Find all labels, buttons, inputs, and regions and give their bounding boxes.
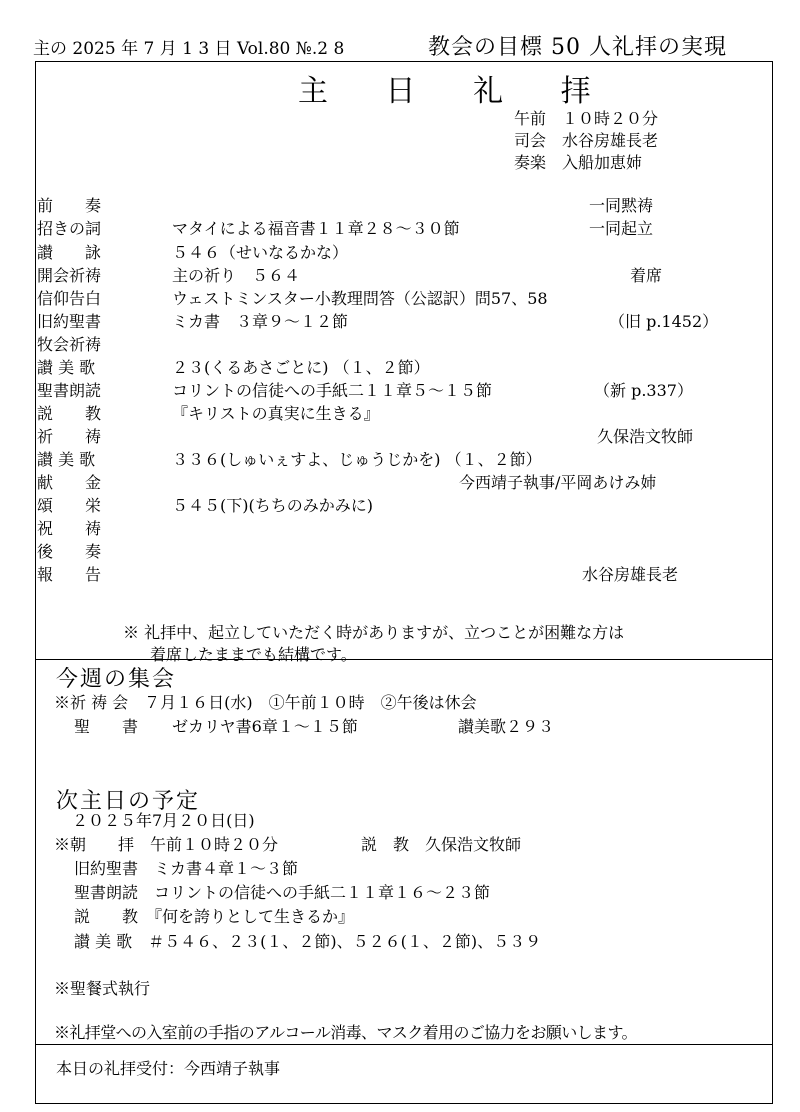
divider-week <box>35 659 773 660</box>
next-hymns: 讃 美 歌 ＃５４６、２３(１、２節)、５２６(１、２節)、５３９ <box>74 932 542 951</box>
week-heading: 今週の集会 <box>56 667 177 692</box>
next-sunday-heading: 次主日の予定 <box>56 789 201 814</box>
program-content: 主の祈り ５６４ <box>172 266 301 285</box>
program-label: 讃 美 歌 <box>37 450 96 469</box>
program-right: 今西靖子執事/平岡あけみ姉 <box>459 473 657 492</box>
standing-note-line1: ※ 礼拝中、起立していただく時がありますが、立つことが困難な方は <box>123 623 625 642</box>
next-preacher: 説 教 久保浩文牧師 <box>361 835 522 854</box>
program-content: マタイによる福音書１１章２８～３０節 <box>172 219 460 238</box>
program-right: 一同起立 <box>589 219 654 238</box>
program-label: 聖書朗読 <box>37 381 102 400</box>
communion-note: ※聖餐式執行 <box>54 979 151 998</box>
program-label: 頌 栄 <box>37 496 102 515</box>
program-content: 『キリストの真実に生きる』 <box>172 404 380 423</box>
next-sermon: 説 教 『何を誇りとして生きるか』 <box>74 907 355 926</box>
program-right: 一同黙祷 <box>589 196 654 215</box>
reception-staff: 本日の礼拝受付：今西靖子執事 <box>56 1059 281 1078</box>
program-label: 牧会祈祷 <box>37 335 102 354</box>
program-content: ウェストミンスター小教理問答（公認訳）問57、58 <box>172 289 548 308</box>
program-label: 祝 祷 <box>37 519 102 538</box>
prayer-meeting-scripture: ゼカリヤ書6章１～１５節 <box>172 717 358 736</box>
program-label: 説 教 <box>37 404 102 423</box>
bulletin-date-line: 主の 2025 年 7 月 1 3 日 Vol.80 №.2 8 <box>33 39 345 59</box>
program-label: 開会祈祷 <box>37 266 102 285</box>
program-content: ３３６(しゅいぇすよ、じゅうじかを) （１、２節） <box>172 450 542 469</box>
program-right: 水谷房雄長老 <box>582 565 679 584</box>
program-right: 着席 <box>630 266 663 285</box>
program-content: ミカ書 ３章９～１２節 <box>172 312 349 331</box>
program-content: ２３(くるあさごとに) （１、２節） <box>172 358 430 377</box>
program-label: 旧約聖書 <box>37 312 102 331</box>
next-reading: 聖書朗読 コリントの信徒への手紙二１１章１６～２３節 <box>74 883 491 902</box>
program-right: 久保浩文牧師 <box>597 427 694 446</box>
program-label: 前 奏 <box>37 196 102 215</box>
prayer-meeting-scripture-label: 聖 書 <box>74 717 139 736</box>
standing-note-line2: 着席したままでも結構です。 <box>150 645 357 664</box>
hygiene-notice: ※礼拝堂への入室前の手指のアルコール消毒、マスク着用のご協力をお願いします。 <box>54 1023 637 1042</box>
service-title: 主 日 礼 拝 <box>298 74 615 109</box>
program-content: コリントの信徒への手紙二１１章５～１５節 <box>172 381 493 400</box>
divider-footer <box>35 1044 773 1045</box>
prayer-meeting-line: ※祈 祷 会 ７月１６日(水) ①午前１０時 ②午後は休会 <box>54 693 477 712</box>
program-label: 後 奏 <box>37 542 102 561</box>
program-right: （新 p.337） <box>594 381 693 400</box>
program-label: 信仰告白 <box>37 289 102 308</box>
next-date: ２０２５年7月２０日(日) <box>72 811 255 830</box>
prayer-meeting-hymn: 讃美歌２９３ <box>458 717 555 736</box>
program-label: 招きの詞 <box>37 219 102 238</box>
program-content: ５４５(下)(ちちのみかみに) <box>172 496 373 515</box>
service-host: 司会 水谷房雄長老 <box>514 131 659 150</box>
next-old-testament: 旧約聖書 ミカ書４章１～３節 <box>74 859 299 878</box>
program-right: （旧 p.1452） <box>609 312 719 331</box>
service-music: 奏楽 入船加恵姉 <box>514 153 643 172</box>
program-label: 献 金 <box>37 473 102 492</box>
program-label: 讃 詠 <box>37 243 102 262</box>
program-label: 報 告 <box>37 565 102 584</box>
program-label: 讃 美 歌 <box>37 358 96 377</box>
next-worship: ※朝 拝 午前１０時２０分 <box>54 835 279 854</box>
service-time: 午前 １０時２０分 <box>514 109 659 128</box>
program-label: 祈 祷 <box>37 427 102 446</box>
church-goal: 教会の目標 50 人礼拝の実現 <box>428 35 727 60</box>
program-content: ５４６（せいなるかな） <box>172 243 349 262</box>
